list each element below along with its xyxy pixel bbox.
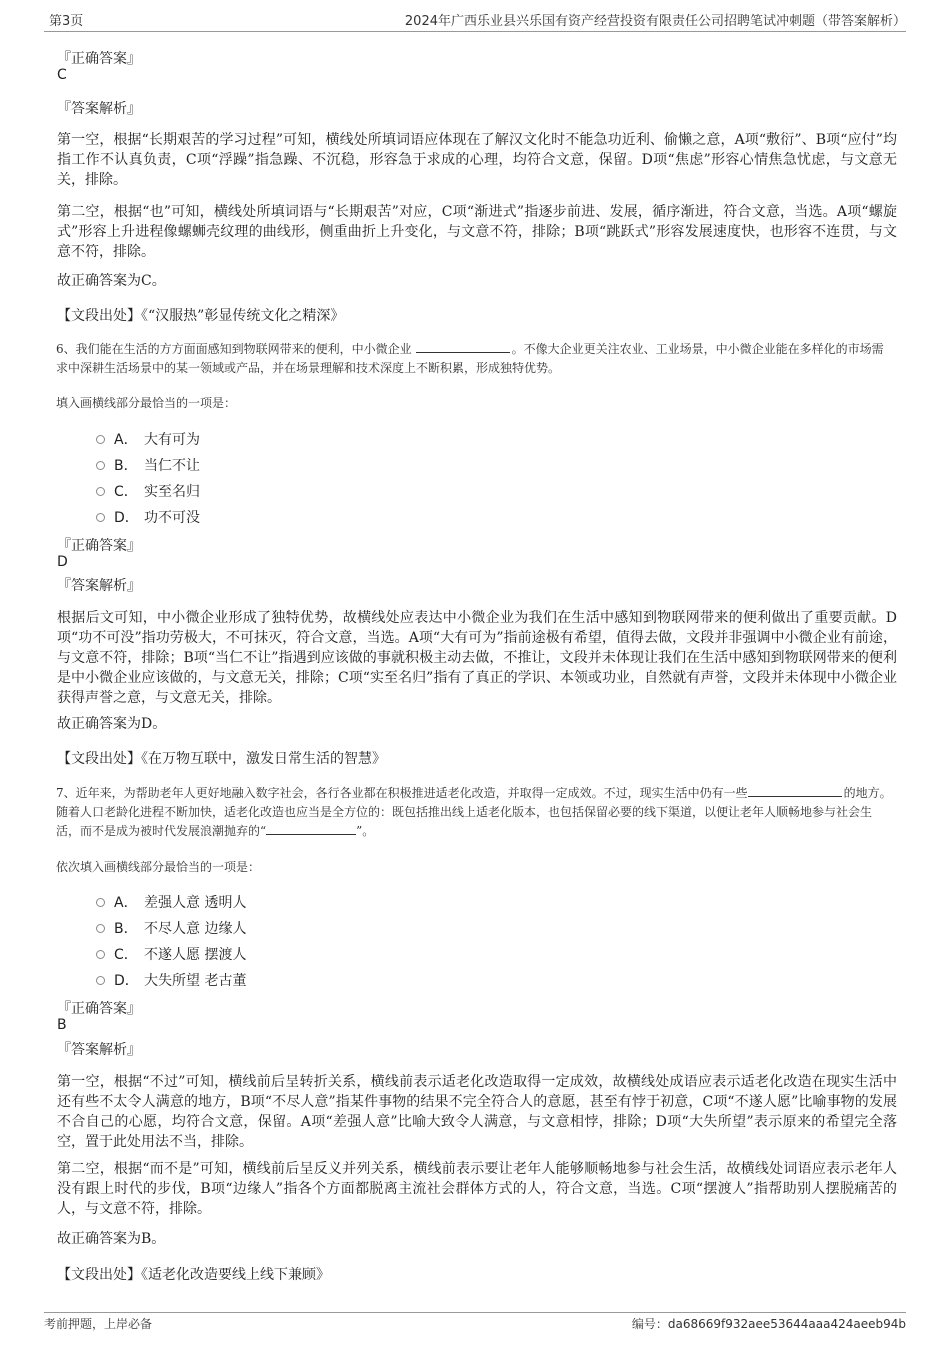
option-key: B． [114,458,138,474]
option-key: C． [114,484,138,500]
option-key: A． [114,895,138,911]
q7-analysis-para-1: 第一空，根据“不过”可知，横线前后呈转折关系，横线前表示适老化改造取得一定成效，故横线处成语应表示适老化改造在现实生活中还有些不太令人满意的地方，B项“不尽人意”指某件事物的结果不完全符合人的意愿，甚至有悖于初意，C项“不遂人愿”比喻事物的发展不合自己的心愿，均符合文意，保留。A项“差强人意”比喻大致令人满意，与文意相悖，排除；D项“大失所望”表示原来的希望完全落空，置于此处用法不当，排除。 [57,1074,897,1150]
radio-icon[interactable] [96,461,105,470]
option-key: A． [114,432,138,448]
q6-conclusion: 故正确答案为D。 [57,716,167,732]
q6-stem-part-b: 。不像大企业更关注农业、工业场景，中小微企业能在多样化的市场需求中深耕生活场景中的某一领域或产品，并在场景理解和技术深度上不断积累，形成独特优势。 [56,342,884,375]
footer-id [632,1315,906,1332]
option-text: 不遂人愿 摆渡人 [144,947,247,963]
q7-option-a[interactable] [96,892,246,912]
radio-icon[interactable] [96,435,105,444]
q6-option-d[interactable] [96,507,200,527]
option-text: 大失所望 老古董 [144,973,247,989]
q5-analysis-para-2: 第二空，根据“也”可知，横线处所填词语与“长期艰苦”对应，C项“渐进式”指逐步前进、发展，循序渐进，符合文意，当选。A项“螺旋式”形容上升进程像螺蛳壳纹理的曲线形，侧重曲折上升变化，与文意不符，排除；B项“跳跃式”形容发展速度快，也形容不连贯，与文意不符，排除。 [57,204,897,260]
q7-source: 【文段出处】《适老化改造要线上线下兼顾》 [57,1267,330,1283]
q7-blank-2 [266,822,356,835]
radio-icon[interactable] [96,924,105,933]
q7-analysis-para-2: 第二空，根据“而不是”可知，横线前后呈反义并列关系，横线前表示要让老年人能够顺畅地参与社会生活，故横线处词语应表示老年人没有跟上时代的步伐，B项“边缘人”指各个方面都脱离主流社会群体方式的人，符合文意，当选。C项“摆渡人”指帮助别人摆脱痛苦的人，与文意不符，排除。 [57,1161,897,1217]
q6-answer-label: 『正确答案』 [57,538,141,554]
radio-icon[interactable] [96,487,105,496]
q7-conclusion: 故正确答案为B。 [57,1231,166,1247]
q6-blank [416,340,510,353]
q6-answer: D [57,554,68,570]
option-text: 大有可为 [144,432,200,448]
q6-stem-part-a: 6、我们能在生活的方方面面感知到物联网带来的便利，中小微企业 [56,342,412,356]
option-text: 不尽人意 边缘人 [144,921,247,937]
option-key: D． [114,973,139,989]
header-divider [44,31,906,32]
option-key: B． [114,921,138,937]
q7-prompt: 依次填入画横线部分最恰当的一项是： [56,860,261,874]
option-text: 当仁不让 [144,458,200,474]
q6-option-c[interactable] [96,481,200,501]
q6-stem [56,340,894,378]
radio-icon[interactable] [96,898,105,907]
option-text: 实至名归 [144,484,200,500]
q7-answer: B [57,1017,67,1033]
footer-id-label: 编号： [631,1317,668,1331]
q6-analysis-label: 『答案解析』 [57,578,141,594]
q5-conclusion: 故正确答案为C。 [57,273,166,289]
radio-icon[interactable] [96,976,105,985]
q7-option-b[interactable] [96,918,246,938]
q5-source: 【文段出处】《“汉服热”彰显传统文化之精深》 [57,308,345,324]
radio-icon[interactable] [96,950,105,959]
q7-blank-1 [748,784,842,797]
q7-option-d[interactable] [96,970,246,990]
q7-stem [56,784,894,841]
option-key: C． [114,947,138,963]
footer-divider [44,1312,906,1313]
q6-source: 【文段出处】《在万物互联中，激发日常生活的智慧》 [57,751,386,767]
q7-stem-part-c: ”。 [356,824,375,838]
q6-option-b[interactable] [96,455,200,475]
option-text: 功不可没 [144,510,200,526]
q7-stem-part-a: 7、近年来，为帮助老年人更好地融入数字社会，各行各业都在积极推进适老化改造，并取得一定成效。不过，现实生活中仍有一些 [56,786,748,800]
option-key: D． [114,510,139,526]
q6-analysis-para-1: 根据后文可知，中小微企业形成了独特优势，故横线处应表达中小微企业为我们在生活中感知到物联网带来的便利做出了重要贡献。D项“功不可没”指功劳极大，不可抹灭，符合文意，当选。A项“大有可为”指前途极有希望，值得去做，文段并非强调中小微企业有前途，与文意不符，排除；B项“当仁不让”指遇到应该做的事就积极主动去做，不推让，文段并未体现让我们在生活中感知到物联网带来的便利是中小微企业应该做的，与文意无关，排除；C项“实至名归”指有了真正的学识、本领或功业，自然就有声誉，文段并未体现中小微企业获得声誉之意，与文意无关，排除。 [57,610,897,706]
q5-analysis-para-1: 第一空，根据“长期艰苦的学习过程”可知，横线处所填词语应体现在了解汉文化时不能急功近利、偷懒之意，A项“敷衍”、B项“应付”均指工作不认真负责，C项“浮躁”指急躁、不沉稳，形容急于求成的心理，均符合文意，保留。D项“焦虑”形容心情焦急忧虑，与文意无关，排除。 [57,132,897,188]
q5-analysis-label: 『答案解析』 [57,101,141,117]
q6-prompt: 填入画横线部分最恰当的一项是： [56,396,237,410]
q5-answer: C [57,67,67,83]
document-title: 2024年广西乐业县兴乐国有资产经营投资有限责任公司招聘笔试冲刺题（带答案解析） [404,14,906,29]
option-text: 差强人意 透明人 [144,895,247,911]
q7-option-c[interactable] [96,944,246,964]
footer-id-code: da68669f932aee53644aaa424aeeb94b [667,1317,906,1331]
q6-option-a[interactable] [96,429,200,449]
radio-icon[interactable] [96,513,105,522]
page-number: 第3页 [49,14,84,29]
q7-stem-part-b: 的地方。随着人口老龄化进程不断加快，适老化改造也应当是全方位的：既包括推出线上适老化版本，也包括保留必要的线下渠道，以便让老年人顺畅地参与社会生活，而不是成为被时代发展浪潮抛弃的“ [56,786,892,838]
footer-slogan: 考前押题，上岸必备 [44,1317,153,1331]
q7-analysis-label: 『答案解析』 [57,1042,141,1058]
q5-answer-label: 『正确答案』 [57,51,141,67]
q7-answer-label: 『正确答案』 [57,1001,141,1017]
